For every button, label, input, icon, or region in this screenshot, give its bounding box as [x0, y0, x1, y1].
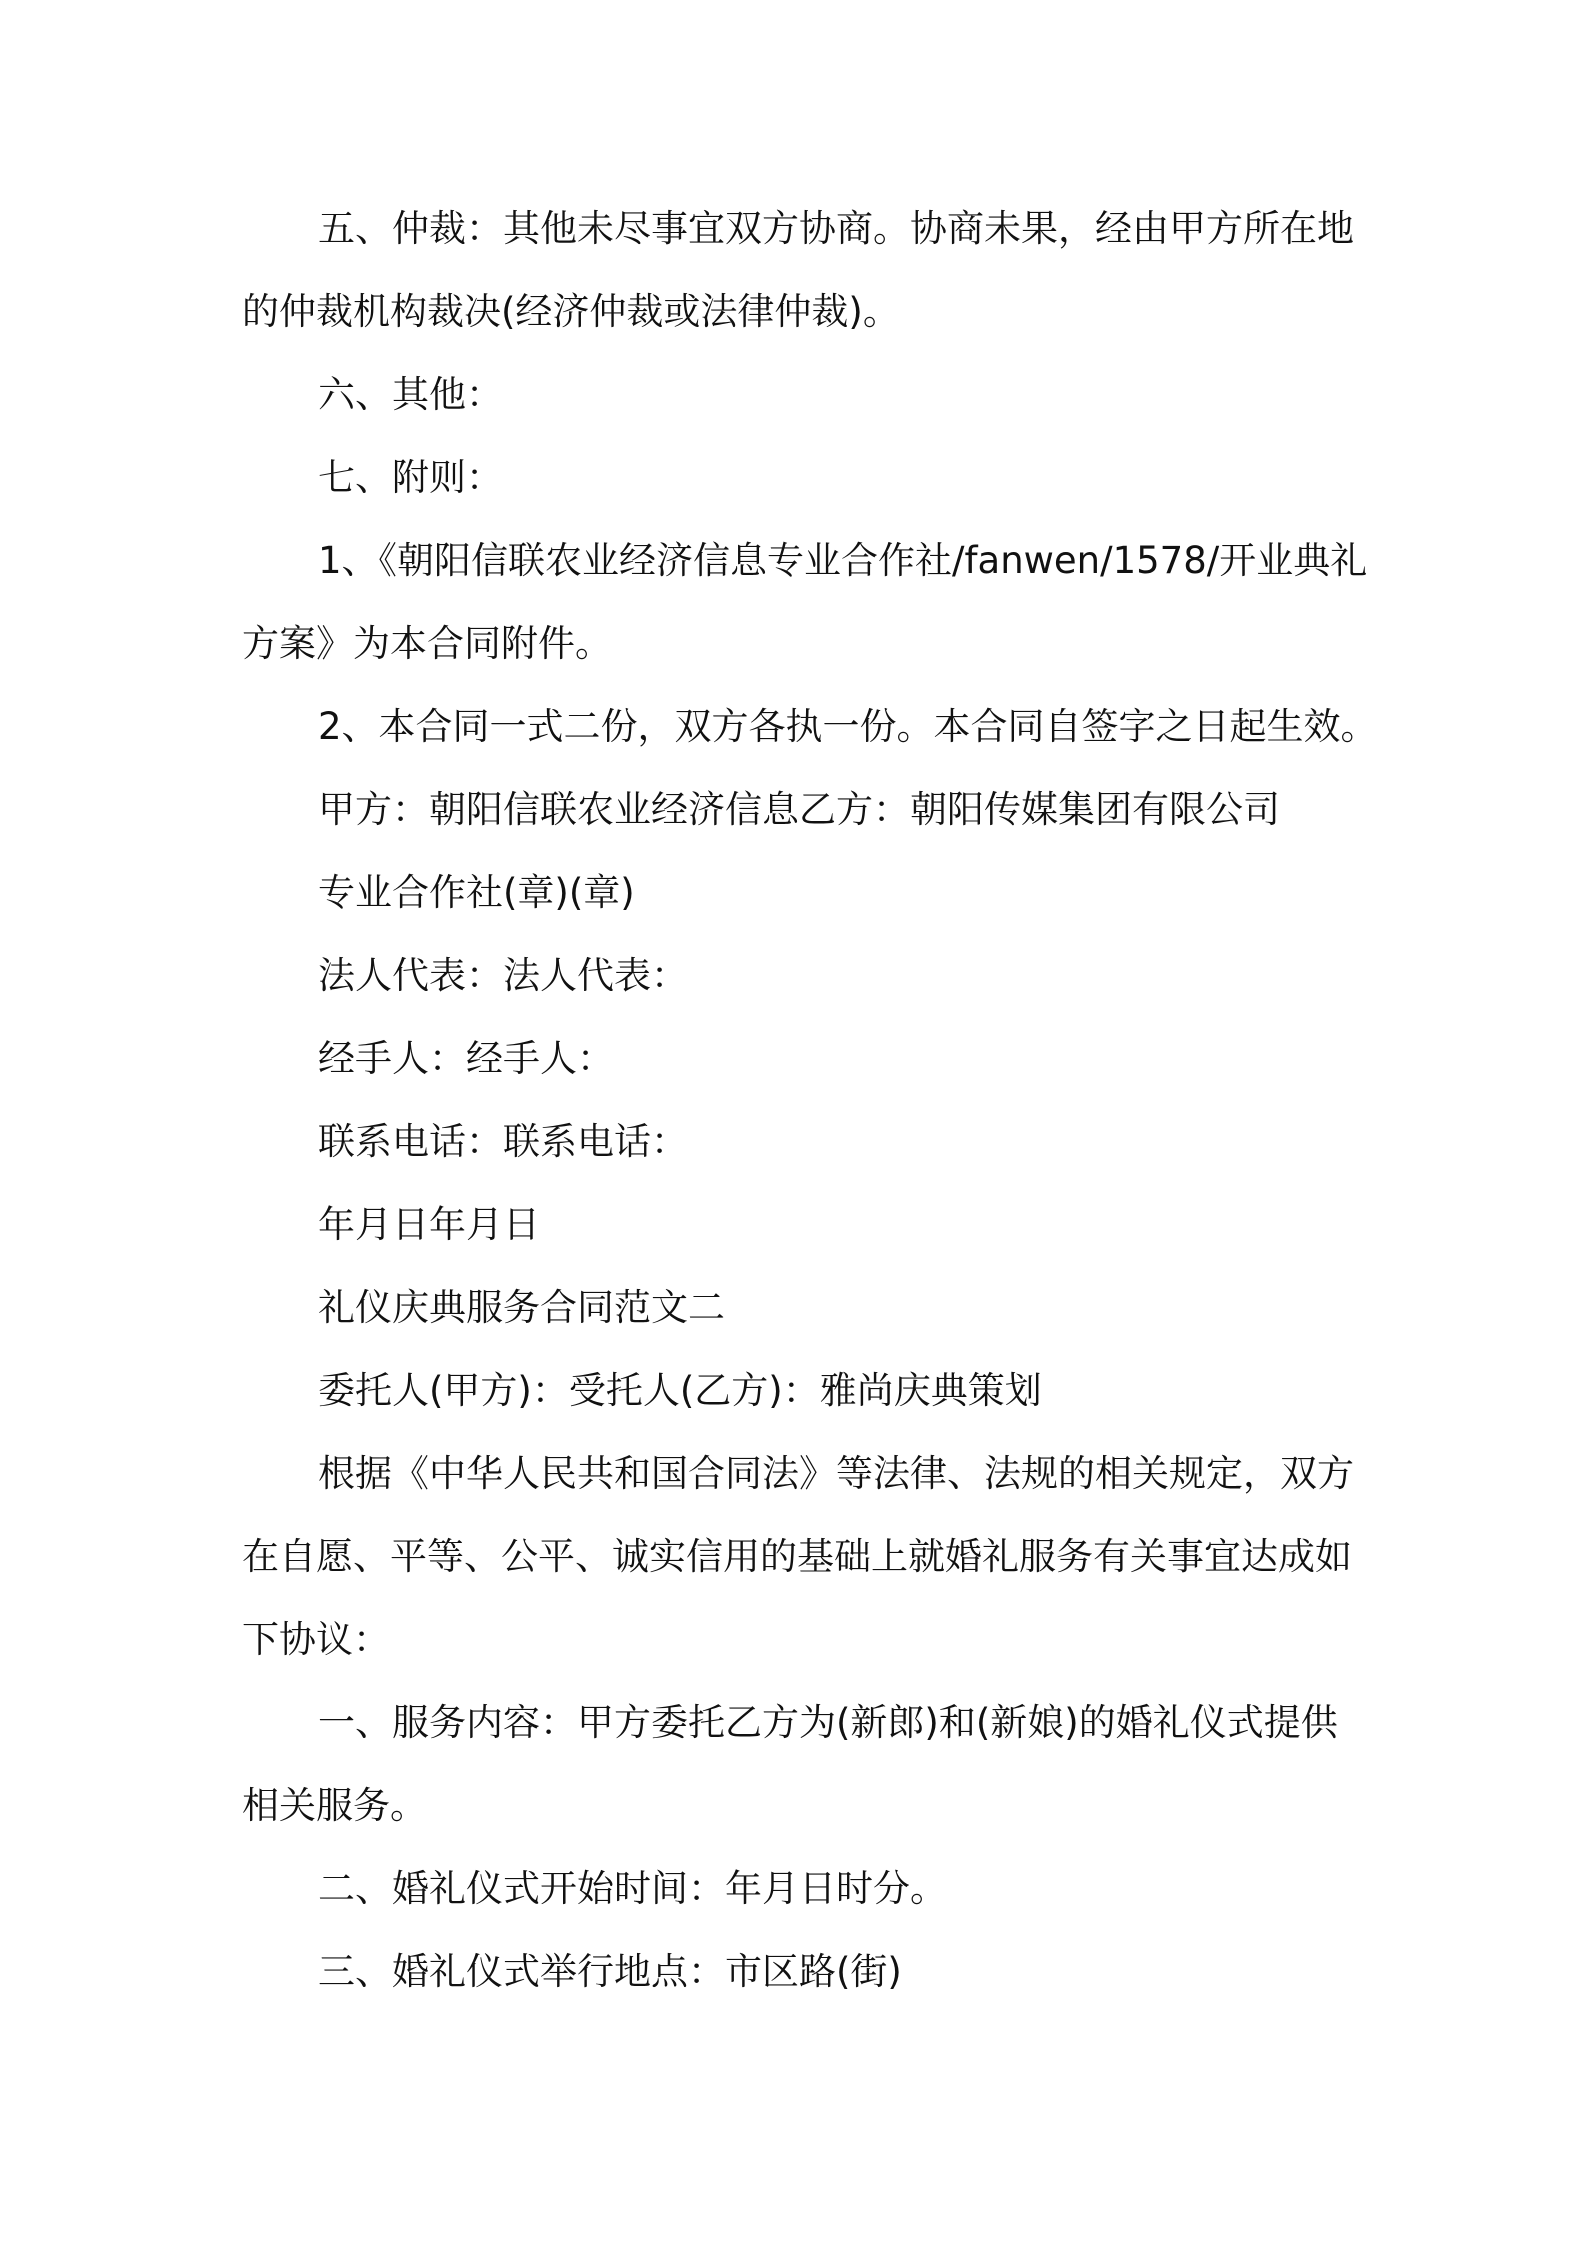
- text-line: 五、仲裁：其他未尽事宜双方协商。协商未果，经由甲方所在地: [318, 207, 1354, 250]
- text-line: 一、服务内容：甲方委托乙方为(新郎)和(新娘)的婚礼仪式提供: [318, 1701, 1338, 1744]
- text-line: 七、附则：: [318, 456, 503, 499]
- text-line: 在自愿、平等、公平、诚实信用的基础上就婚礼服务有关事宜达成如: [242, 1535, 1352, 1578]
- text-line: 1、《朝阳信联农业经济信息专业合作社/fanwen/1578/开业典礼: [318, 539, 1368, 582]
- text-line: 委托人(甲方)：受托人(乙方)：雅尚庆典策划: [318, 1369, 1042, 1412]
- text-line: 经手人：经手人：: [318, 1037, 614, 1080]
- text-line: 礼仪庆典服务合同范文二: [318, 1286, 725, 1329]
- text-line: 三、婚礼仪式举行地点：市区路(街): [318, 1950, 902, 1993]
- text-line: 甲方：朝阳信联农业经济信息乙方：朝阳传媒集团有限公司: [318, 788, 1280, 831]
- text-line: 年月日年月日: [318, 1203, 540, 1246]
- text-line: 专业合作社(章)(章): [318, 871, 635, 914]
- text-line: 联系电话：联系电话：: [318, 1120, 688, 1163]
- text-line: 下协议：: [242, 1618, 390, 1661]
- text-line: 的仲裁机构裁决(经济仲裁或法律仲裁)。: [242, 290, 900, 333]
- text-line: 相关服务。: [242, 1784, 427, 1827]
- text-line: 法人代表：法人代表：: [318, 954, 688, 997]
- text-line: 方案》为本合同附件。: [242, 622, 612, 665]
- text-line: 根据《中华人民共和国合同法》等法律、法规的相关规定，双方: [318, 1452, 1354, 1495]
- text-line: 2、本合同一式二份，双方各执一份。本合同自签字之日起生效。: [318, 705, 1378, 748]
- text-line: 六、其他：: [318, 373, 503, 416]
- text-line: 二、婚礼仪式开始时间：年月日时分。: [318, 1867, 947, 1910]
